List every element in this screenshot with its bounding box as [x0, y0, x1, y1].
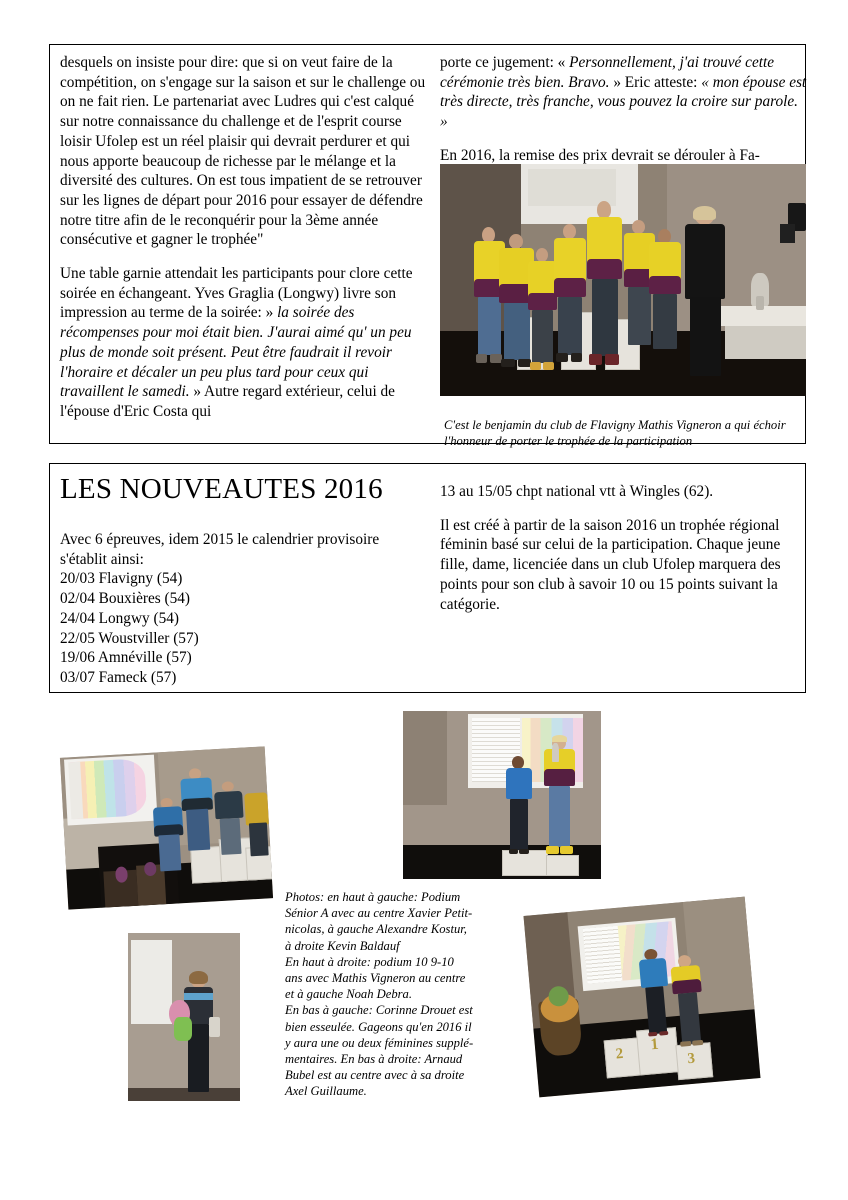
- podium-senior-a-photo: [60, 746, 273, 909]
- caption-line: Axel Guillaume.: [285, 1084, 367, 1099]
- article-box-top: [49, 44, 807, 448]
- caption-line: ans avec Mathis Vigneron au centre: [285, 971, 466, 986]
- cyclist: [649, 229, 682, 364]
- corinne-drouet-photo: [128, 933, 240, 1101]
- cyclist: [553, 224, 586, 372]
- podium-arnaud-bubel-photo: [523, 897, 760, 1098]
- caption-line: à droite Kevin Baldauf: [285, 938, 400, 953]
- caption-line: bien esseulée. Gageons qu'en 2016 il: [285, 1019, 472, 1034]
- caption-line: y aura une ou deux féminines supplé-: [285, 1035, 474, 1050]
- caption-line: En bas à gauche: Corinne Drouet est: [285, 1003, 473, 1018]
- quote-italic-eric: « mon épouse est très directe, très franche, vous pouvez la croire sur parole. »: [440, 73, 807, 131]
- photo-scene: [403, 711, 601, 879]
- paragraph-trophee-feminin: Il est créé à partir de la saison 2016 un trophée régional féminin basé sur celui de la participation. Chaque jeune fille, dame, licenciée dans un club Ufolep marquera des points pour son club à savoir 10 ou 15 points suivant la catégorie.: [440, 516, 781, 613]
- list-item: 02/04 Bouxières (54): [60, 590, 191, 608]
- paragraph-chpt-national: 13 au 15/05 chpt national vtt à Wingles (62).: [440, 483, 714, 500]
- calendar-intro: Avec 6 épreuves, idem 2015 le calendrier provisoire s'établit ainsi:: [60, 531, 380, 568]
- podium-number-1: 1: [649, 1035, 660, 1054]
- cyclist: [213, 781, 246, 858]
- cyclist: [180, 768, 215, 855]
- cyclist: [153, 797, 186, 874]
- list-item: 03/07 Fameck (57): [60, 668, 177, 686]
- list-item: 24/04 Longwy (54): [60, 609, 179, 627]
- page-title: LES NOUVEAUTES 2016: [60, 473, 383, 505]
- caption-line: Bubel est au centre avec à sa droite: [285, 1068, 465, 1083]
- woman-in-black: [685, 208, 725, 380]
- caption-line: Sénior A avec au centre Xavier Petit-: [285, 906, 473, 921]
- spectator: [245, 792, 271, 857]
- paragraph-jugement: [440, 53, 808, 132]
- paragraph-lead-in: porte ce jugement: «: [440, 54, 570, 71]
- paragraph-yves-graglia: [60, 264, 428, 422]
- photo-scene: [440, 164, 806, 396]
- podium-number-2: 2: [615, 1046, 625, 1063]
- list-item: 19/06 Amnéville (57): [60, 649, 192, 667]
- calendar-list: [60, 569, 428, 687]
- nouveautes-left-column: [60, 472, 428, 688]
- article-top-right-column: [440, 53, 808, 448]
- photo-scene: [60, 746, 273, 909]
- paragraph-continuation: desquels on insiste pour dire: que si on veut faire de la compétition, on s'engage sur la saison et sur le challenge ou on ne fait rien. Le partenariat avec Ludres qui c'est calqué sur notre connaissance du challenge et de l'esprit course loisir Ufolep est un réel plaisir qui devrait perdurer et qui nous apporte beaucoup de richesse par le mélange et la diversité des cultures. On est tous impatient de se retrouver sur les lignes de départ pour 2016 pour essayer de défendre notre titre afin de le reconquérir pour la 3ème année consécutive et gagner le trophée": [60, 54, 426, 249]
- article-top-left-column: [60, 53, 428, 436]
- podium-number-3: 3: [686, 1050, 696, 1068]
- paragraph-eric-atteste: » Eric atteste:: [609, 73, 702, 91]
- caption-line: et à gauche Noah Debra.: [285, 987, 412, 1002]
- article-box-nouveautes: [49, 463, 806, 693]
- list-item: 20/03 Flavigny (54): [60, 570, 183, 588]
- nouveautes-right-column: [440, 482, 808, 628]
- podium-10-9-10-ans-photo: [403, 711, 601, 879]
- paragraph-text-plain-end: » Autre regard extérieur, celui de l'épouse d'Eric Costa qui: [60, 383, 395, 420]
- quote-italic-epouse: Personnellement, j'ai trouvé cette cérémonie très bien. Bravo.: [440, 54, 775, 91]
- caption-line: Photos: en haut à gauche: Podium: [285, 890, 461, 904]
- list-item: 22/05 Woustviller (57): [60, 629, 199, 647]
- young-cyclist-blue: [506, 756, 532, 853]
- caption-line: nicolas, à gauche Alexandre Kostur,: [285, 922, 467, 937]
- young-cyclist-yellow: [544, 736, 576, 854]
- photo-scene: [523, 897, 760, 1098]
- photo-scene: [128, 933, 240, 1101]
- caption-line: En haut à droite: podium 10 9-10: [285, 954, 454, 969]
- photo-gallery-caption: [285, 889, 521, 1100]
- cyclist: [586, 201, 623, 375]
- main-photo-caption: C'est le benjamin du club de Flavigny Mathis Vigneron a qui échoir l'honneur de porter le trophée de la participation: [444, 417, 786, 448]
- quote-italic-graglia: la soirée des récompenses pour moi était bien. J'aurai aimé qu' un peu plus de monde soit présent. Peut être faudrait il revoir l'horaire et décaler un peu plus tard pour ceux qui travaillent le samedi.: [60, 304, 412, 401]
- paragraph-text-plain: Une table garnie attendait les participants pour clore cette soirée en échangeant. Yves Graglia (Longwy) livre son impression au terme de la soirée: »: [60, 265, 413, 322]
- paragraph-en-2016: En 2016, la remise des prix devrait se dérouler à Fa-: [440, 146, 760, 164]
- ceremonie-remise-des-prix-photo: [440, 164, 806, 396]
- caption-line: mentaires. En bas à droite: Arnaud: [285, 1052, 463, 1067]
